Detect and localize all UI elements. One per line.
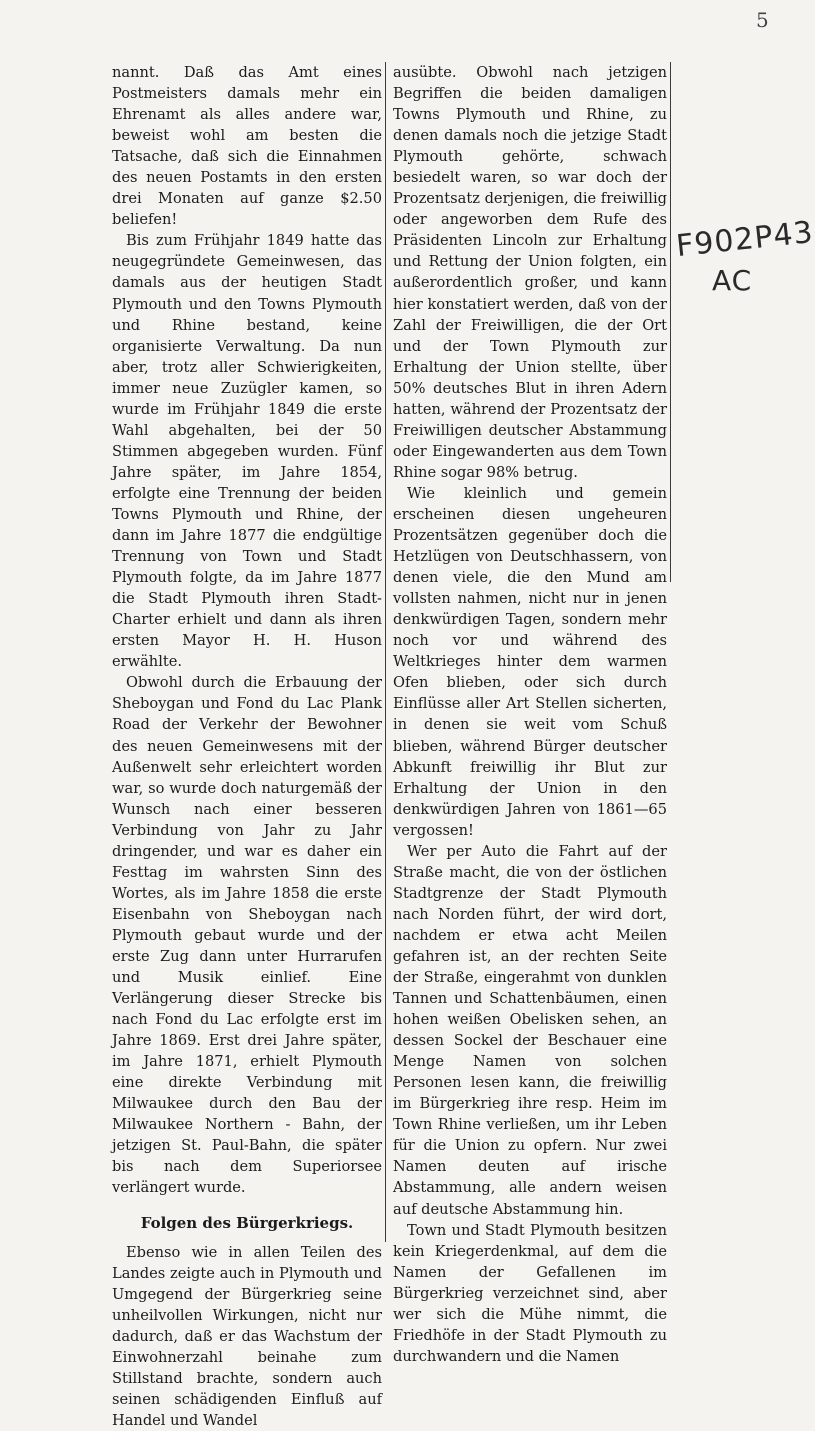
handwritten-code: F902P43	[674, 214, 815, 265]
left-column	[112, 62, 382, 1431]
right-paragraph-1: ausübte. Obwohl nach jetzigen Begriffen die beiden damaligen Towns Plymouth und Rhine, zu denen damals noch die jetzige Stadt Plymouth gehörte, schwach besiedelt waren, so war doch der Prozentsatz derjenigen, die freiwillig oder angeworben dem Rufe des Präsidenten Lincoln zur Erhaltung und Rettung der Union folgten, ein außerordentlich großer, und kann hier konstatiert werden, daß von der Zahl der Freiwilligen, die der Ort und der Town Plymouth zur Erhaltung der Union stellte, über 50% deutsches Blut in ihren Adern hatten, während der Prozentsatz der Freiwilligen deutscher Abstammung oder Eingewanderten aus dem Town Rhine sogar 98% betrug.	[393, 64, 667, 481]
column-divider-left	[385, 62, 386, 1242]
column-divider-right	[670, 62, 671, 582]
handwritten-initials-text: AC	[712, 264, 753, 297]
right-paragraph-2: Wie kleinlich und gemein erscheinen diesen ungeheuren Prozentsätzen gegenüber doch die Hetzlügen von Deutschhassern, von denen viele, die den Mund am vollsten nahmen, nicht nur in jenen denkwürdigen Tagen, sondern mehr noch vor und während des Weltkrieges hinter dem warmen Ofen blieben, oder sich durch Einflüsse aller Art Stellen sicherten, in denen sie weit vom Schuß blieben, während Bürger deutscher Abkunft freiwillig ihr Blut zur Erhaltung der Union in den denkwürdigen Jahren von 1861—65 vergossen!	[393, 484, 667, 839]
page-number: 5	[756, 8, 769, 32]
section-heading: Folgen des Bürgerkriegs.	[140, 1213, 354, 1232]
right-paragraph-4: Town und Stadt Plymouth besitzen kein Kriegerdenkmal, auf dem die Namen der Gefallenen im Bürgerkrieg verzeichnet sind, aber wer sich die Mühe nimmt, die Friedhöfe in der Stadt Plymouth zu durchwandern und die Namen	[393, 1221, 667, 1365]
right-paragraph-3: Wer per Auto die Fahrt auf der Straße macht, die von der östlichen Stadtgrenze der Stadt Plymouth nach Norden führt, der wird dort, nachdem er etwa acht Meilen gefahren ist, an der rechten Seite der Straße, eingerahmt von dunklen Tannen und Schattenbäumen, einen hohen weißen Obelisken sehen, an dessen Sockel der Beschauer eine Menge Namen von solchen Personen lesen kann, die freiwillig im Bürgerkrieg ihre resp. Heim im Town Rhine verließen, um ihr Leben für die Union zu opfern. Nur zwei Namen deuten auf irische Abstammung, alle andern weisen auf deutsche Abstammung hin.	[393, 842, 667, 1218]
left-paragraph-4: Ebenso wie in allen Teilen des Landes zeigte auch in Plymouth und Umgegend der Bürgerkrieg seine unheilvollen Wirkungen, nicht nur dadurch, daß er das Wachstum der Einwohnerzahl beinahe zum Stillstand brachte, sondern auch seinen schädigenden Einfluß auf Handel und Wandel	[112, 1243, 382, 1429]
left-paragraph-2: Bis zum Frühjahr 1849 hatte das neugegründete Gemeinwesen, das damals aus der heutigen Stadt Plymouth und den Towns Plymouth und Rhine bestand, keine organisierte Verwaltung. Da nun aber, trotz aller Schwierigkeiten, immer neue Zuzügler kamen, so wurde im Frühjahr 1849 die erste Wahl abgehalten, bei der 50 Stimmen abgegeben wurden. Fünf Jahre später, im Jahre 1854, erfolgte eine Trennung der beiden Towns Plymouth und Rhine, der dann im Jahre 1877 die endgültige Trennung von Town und Stadt Plymouth folgte, da im Jahre 1877 die Stadt Plymouth ihren Stadt-Charter erhielt und dann als ihren ersten Mayor H. H. Huson erwählte.	[112, 232, 382, 671]
right-column	[393, 62, 667, 1367]
handwritten-initials	[712, 264, 752, 297]
left-paragraph-1: nannt. Daß das Amt eines Postmeisters damals mehr ein Ehrenamt als alles andere war, beweist wohl am besten die Tatsache, daß sich die Einnahmen des neuen Postamts in den ersten drei Monaten auf ganze $2.50 beliefen!	[112, 64, 382, 229]
left-paragraph-3: Obwohl durch die Erbauung der Sheboygan und Fond du Lac Plank Road der Verkehr der Bewohner des neuen Gemeinwesens mit der Außenwelt sehr erleichtert worden war, so wurde doch naturgemäß der Wunsch nach einer besseren Verbindung von Jahr zu Jahr dringender, und war es daher ein Festtag im wahrsten Sinn des Wortes, als im Jahre 1858 die erste Eisenbahn von Sheboygan nach Plymouth gebaut wurde und der erste Zug dann unter Hurrarufen und Musik einlief. Eine Verlängerung dieser Strecke bis nach Fond du Lac erfolgte erst im Jahre 1869. Erst drei Jahre später, im Jahre 1871, erhielt Plymouth eine direkte Verbindung mit Milwaukee durch den Bau der Milwaukee Northern - Bahn, der jetzigen St. Paul-Bahn, die später bis nach dem Superiorsee verlängert wurde.	[112, 674, 382, 1197]
